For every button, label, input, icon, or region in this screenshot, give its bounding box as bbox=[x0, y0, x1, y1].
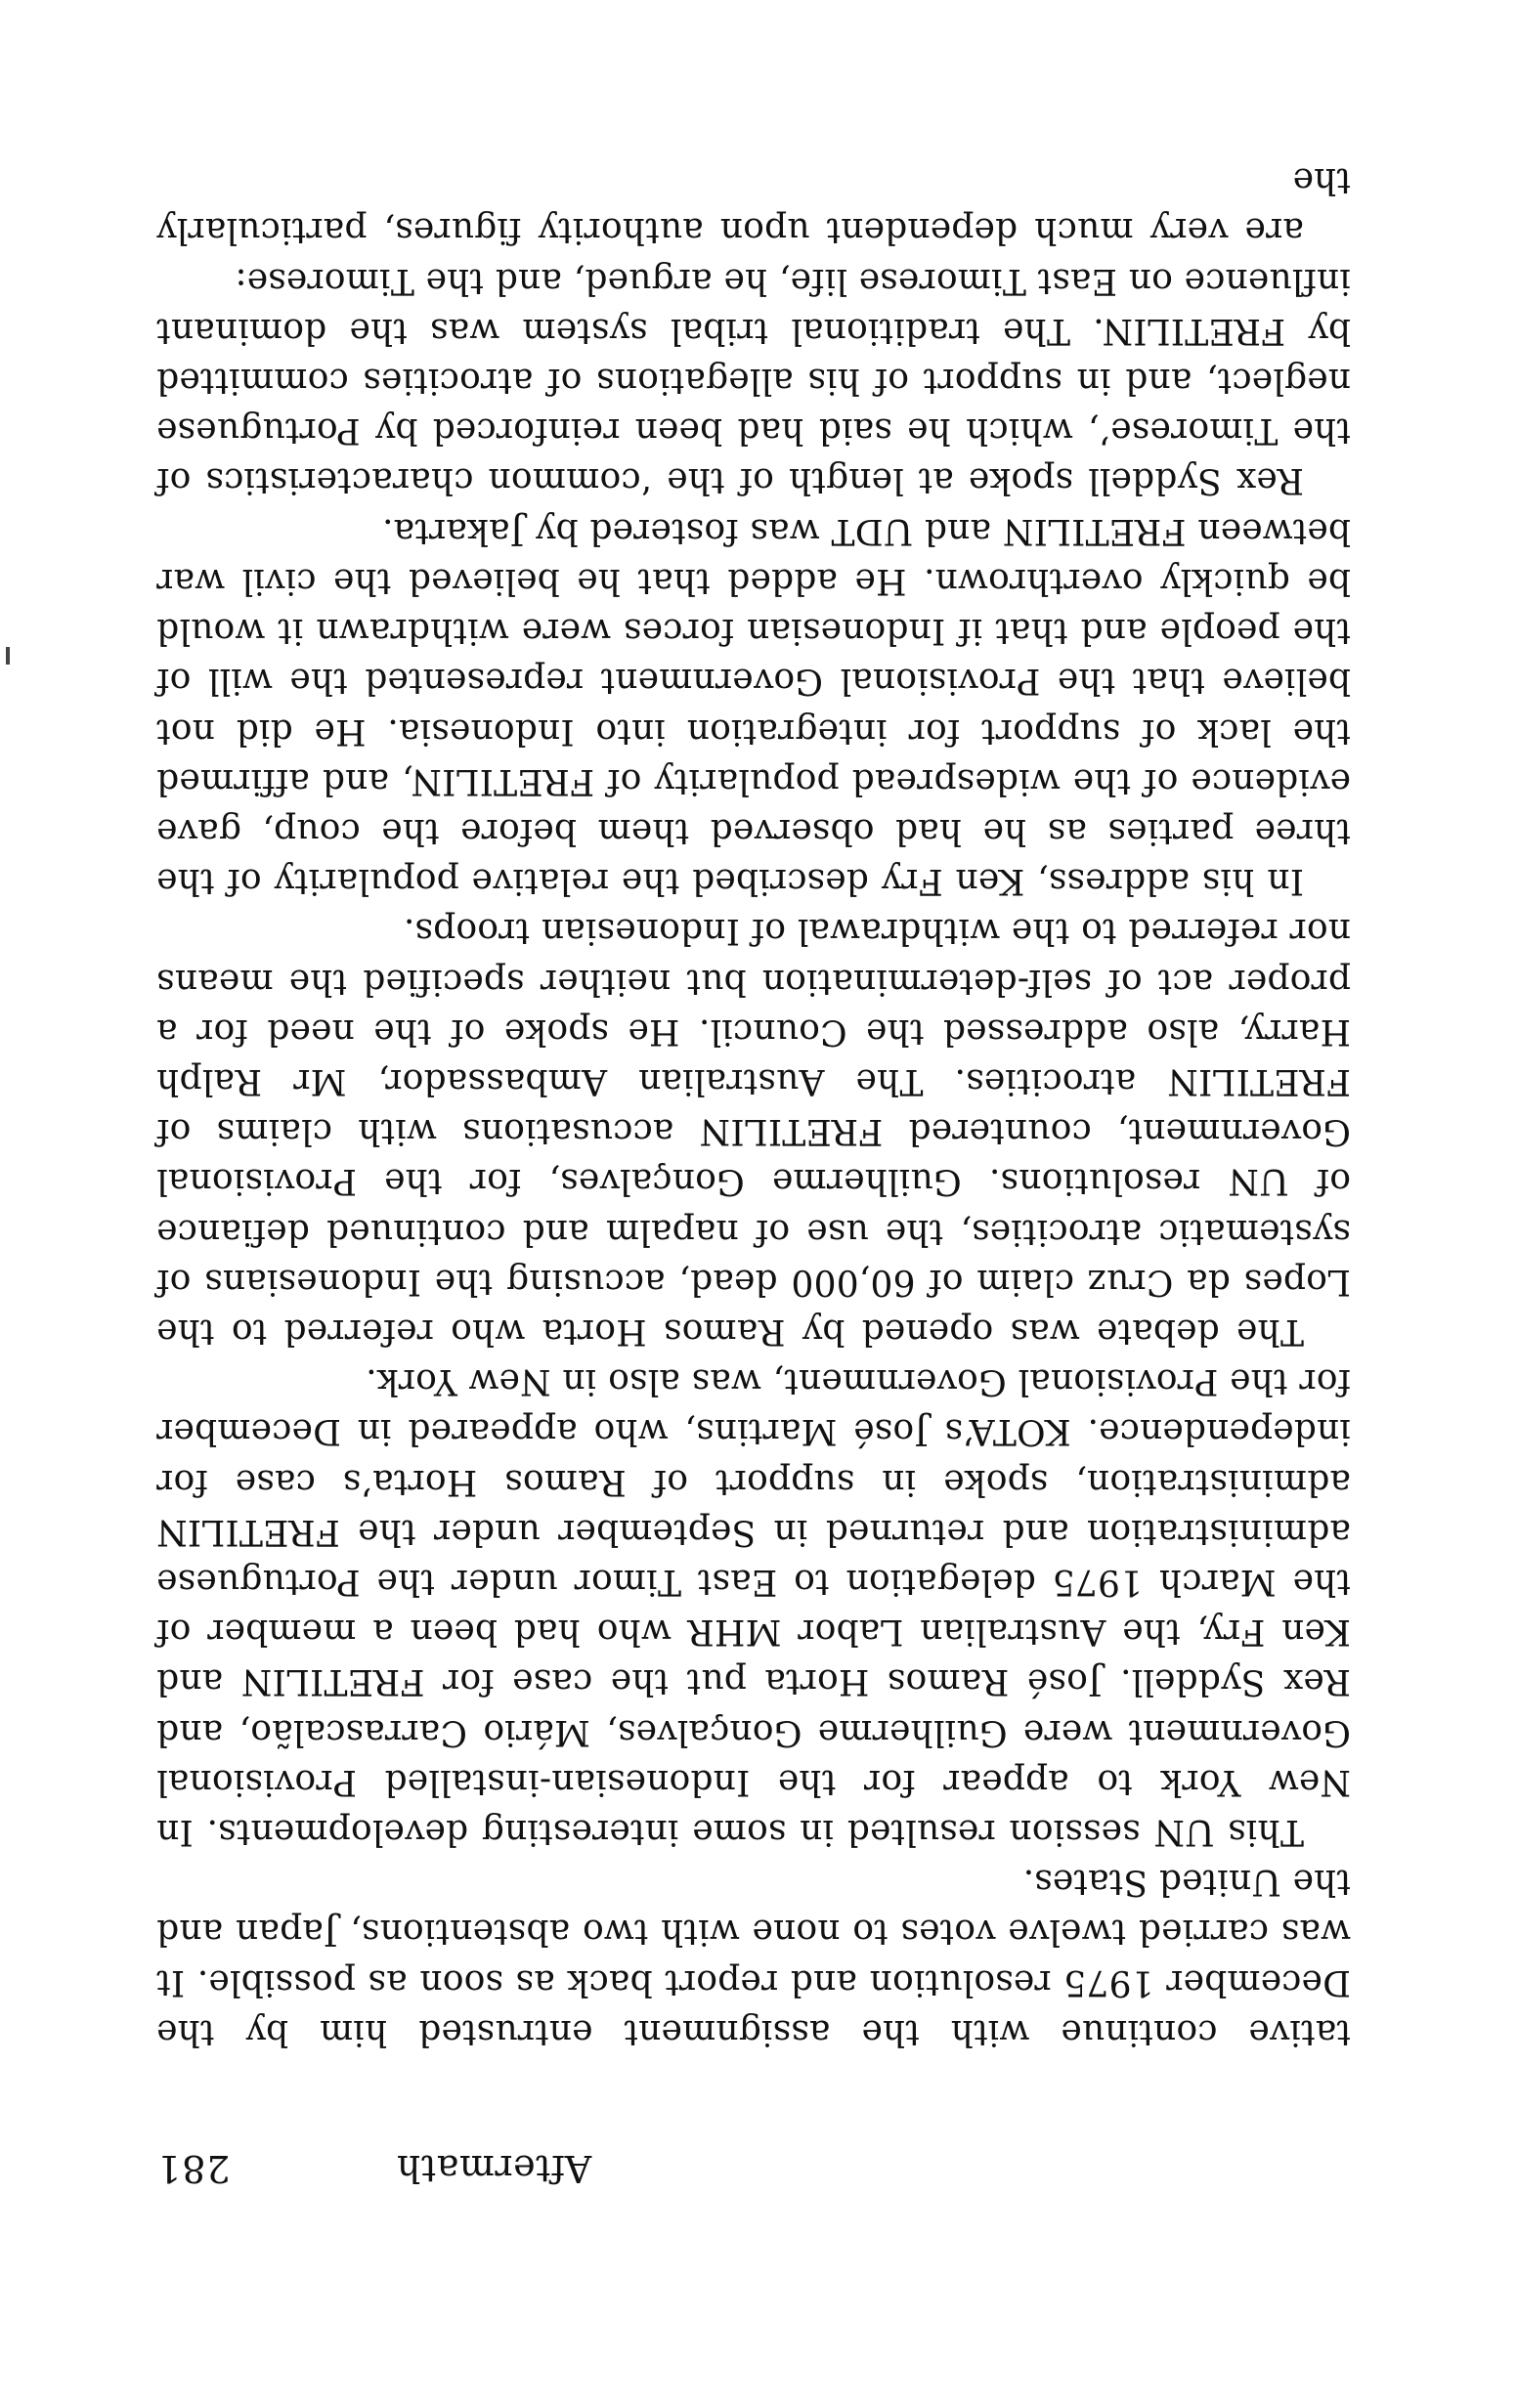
paragraph-rex-syddell: Rex Syddell spoke at length of the ‘common characteristics of the Timorese’, which he said had been reinforced by Portuguese neglect, and in support of his allegations of atrocities committed by FRETILIN. The traditional tribal system was the dominant influence on East Timorese life, he argued, and the Timorese: bbox=[156, 260, 1351, 501]
paragraph-ken-fry: In his address, Ken Fry described the relative popularity of the three parties as he had observed them before the coup, gave evidence of the widespread popularity of FRETILIN, and affirmed the lack of support for integration into Indonesia. He did not believe that the Provisional Government represented the will of the people and that if Indonesian forces were withdrawn it would be quickly overthrown. He added that he believed the civil war between FRETILIN and UDT was fostered by Jakarta. bbox=[156, 510, 1351, 902]
running-head-title: Aftermath bbox=[396, 2147, 592, 2190]
paragraph-continuation: tative continue with the assignment entrusted him by the December 1975 resolution and report back as soon as possible. It was carried twelve votes to none with two abstentions, Japan and the United States. bbox=[156, 1862, 1351, 2052]
page-number: 281 bbox=[156, 2147, 231, 2190]
running-head bbox=[156, 2143, 1351, 2193]
paragraph-un-session: This UN session resulted in some interesting developments. In New York to appear for the Indonesian-installed Provisional Government were Guilherme Gonçalves, Mário Carrascalão, and Rex Syddell. José Ramos Horta put the case for FRETILIN and Ken Fry, the Australian Labor MHR who had been a member of the March 1975 delegation to East Timor under the Portuguese administration and returned in September under the FRETILIN administration, spoke in support of Ramos Horta’s case for independence. KOTA’s José Martins, who appeared in December for the Provisional Government, was also in New York. bbox=[156, 1361, 1351, 1852]
book-page-body bbox=[156, 155, 1351, 2193]
paragraph-quotation-start: are very much dependent upon authority figures, particularly the bbox=[156, 160, 1351, 251]
paragraph-debate-opened: The debate was opened by Ramos Horta who referred to the Lopes da Cruz claim of 60,000 dead, accusing the Indonesians of systematic atrocities, the use of napalm and continued defiance of UN resolutions. Guilherme Gonçalves, for the Provisional Government, countered FRETILIN accusations with claims of FRETILIN atrocities. The Australian Ambassador, Mr Ralph Harry, also addressed the Council. He spoke of the need for a proper act of self-determination but neither specified the means nor referred to the withdrawal of Indonesian troops. bbox=[156, 911, 1351, 1352]
scan-gutter-mark bbox=[6, 647, 10, 665]
